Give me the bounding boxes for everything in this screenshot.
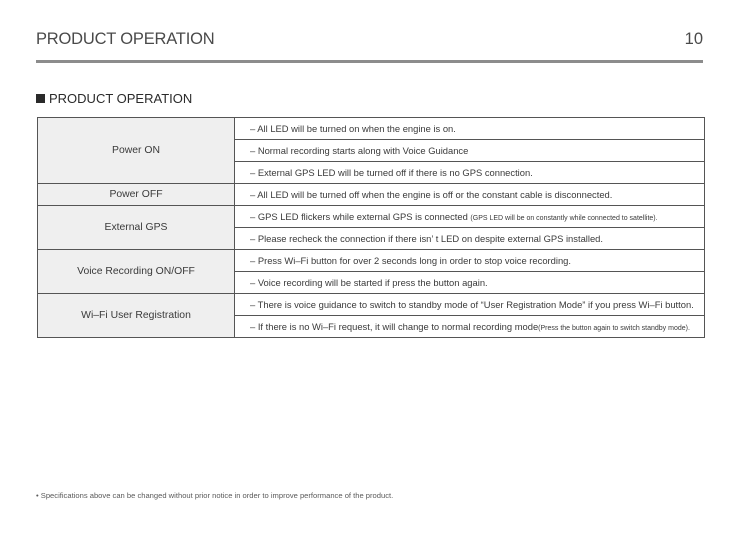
page-header <box>36 30 703 54</box>
section-heading-text: PRODUCT OPERATION <box>49 91 193 106</box>
header-divider <box>36 60 703 63</box>
table-row <box>38 184 705 206</box>
row-description <box>235 206 705 228</box>
row-label-external-gps: External GPS <box>38 206 235 250</box>
row-description: – Normal recording starts along with Voice Guidance <box>235 140 705 162</box>
row-label-power-off: Power OFF <box>38 184 235 206</box>
table-row <box>38 250 705 272</box>
row-description: – Press Wi–Fi button for over 2 seconds long in order to stop voice recording. <box>235 250 705 272</box>
row-label-power-on: Power ON <box>38 118 235 184</box>
table-row <box>38 294 705 316</box>
row-description: – All LED will be turned off when the engine is off or the constant cable is disconnected. <box>235 184 705 206</box>
row-description-text: – GPS LED flickers while external GPS is connected <box>250 211 471 222</box>
row-description-note: (Press the button again to switch standby mode). <box>538 325 690 332</box>
header-title: PRODUCT OPERATION <box>36 30 215 48</box>
table-row <box>38 206 705 228</box>
row-description: – External GPS LED will be turned off if there is no GPS connection. <box>235 162 705 184</box>
row-description-text: – If there is no Wi–Fi request, it will change to normal recording mode <box>250 321 539 332</box>
footnote: • Specifications above can be changed without prior notice in order to improve performance of the product. <box>36 491 394 500</box>
row-description: – All LED will be turned on when the engine is on. <box>235 118 705 140</box>
row-description: – There is voice guidance to switch to standby mode of “User Registration Mode” if you press Wi–Fi button. <box>235 294 705 316</box>
row-description <box>235 316 705 338</box>
row-description-note: (GPS LED will be on constantly while connected to satellite). <box>470 215 658 222</box>
operation-table <box>37 117 705 338</box>
row-description: – Please recheck the connection if there isn’ t LED on despite external GPS installed. <box>235 228 705 250</box>
section-heading <box>36 91 192 106</box>
row-label-voice-recording: Voice Recording ON/OFF <box>38 250 235 294</box>
page-number: 10 <box>684 30 703 48</box>
square-bullet-icon <box>36 94 45 103</box>
row-description: – Voice recording will be started if press the button again. <box>235 272 705 294</box>
row-label-wifi-registration: Wi–Fi User Registration <box>38 294 235 338</box>
table-row <box>38 118 705 140</box>
